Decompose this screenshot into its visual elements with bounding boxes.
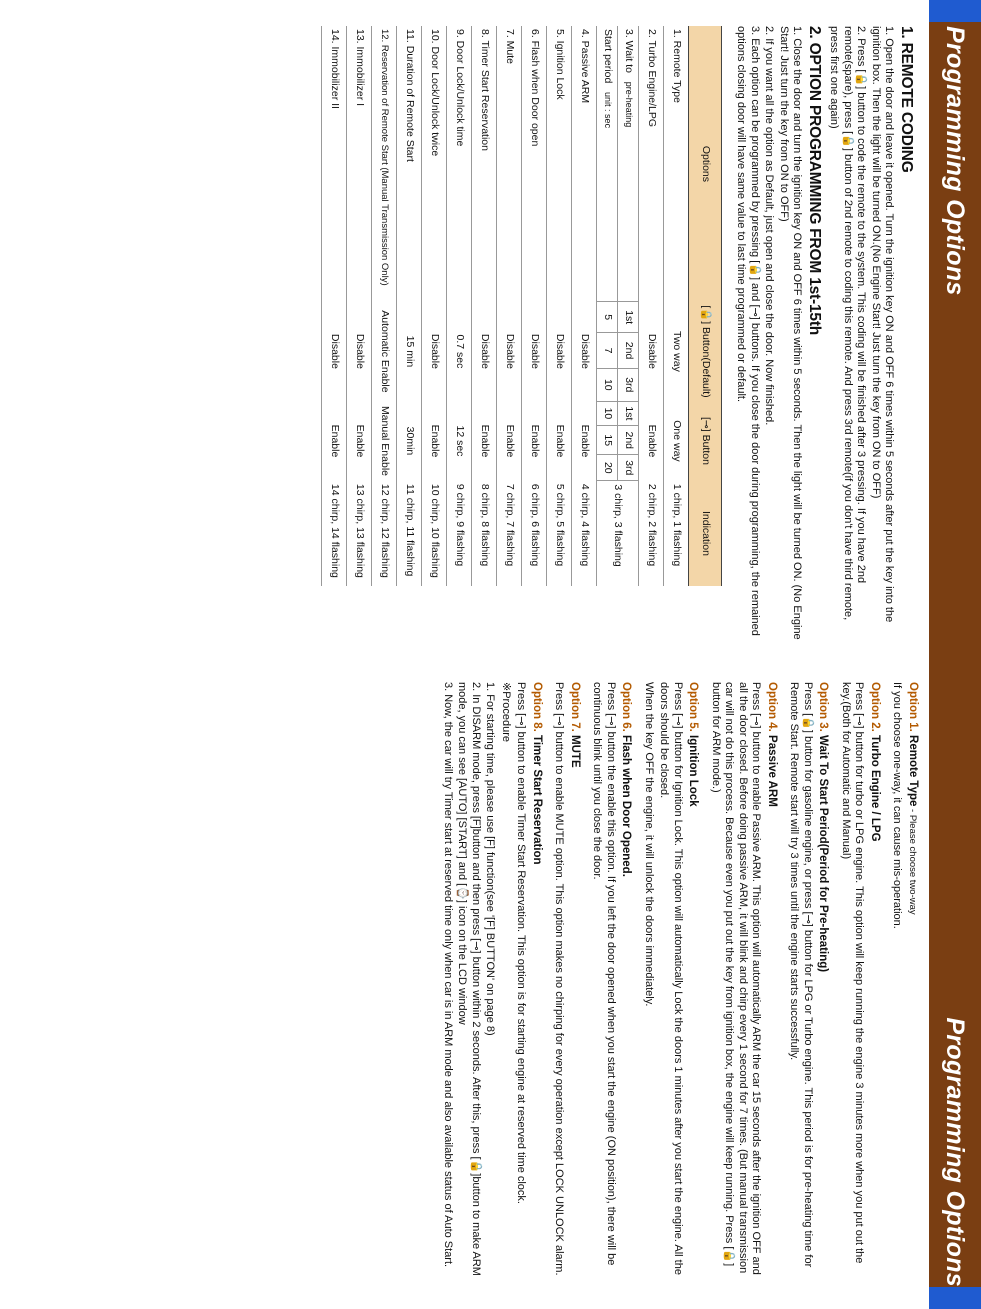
cell: Disable	[322, 302, 347, 401]
option-text: If you choose one-way, it can cause mis-operation.	[891, 682, 904, 929]
cell: 12 sec	[447, 401, 472, 481]
option-number: Option 4.	[766, 682, 778, 732]
cell: 13. Immobilizer I	[347, 26, 372, 302]
option-text: Press [⊸] button to enable MUTE option. This option makes no chirping for every operation except LOCK UNLOCK alarm.	[553, 682, 566, 1276]
cell: 1 chirp, 1 flashing	[664, 481, 689, 586]
option-title	[906, 682, 920, 1282]
col-options: Options	[689, 26, 722, 302]
cell: Enable	[422, 401, 447, 481]
option-number: Option 1.	[907, 682, 919, 732]
cell: 12. Reservation of Remote Start (Manual Transmission Only)	[372, 26, 397, 302]
cell: Disable	[522, 302, 547, 401]
cell: 30min	[397, 401, 422, 481]
cell: 2. Turbo Engine/LPG	[639, 26, 664, 302]
option-number: Option 5.	[687, 682, 700, 732]
cell: 8. Timer Start Reservation	[472, 26, 497, 302]
options-table	[321, 26, 722, 586]
cell	[618, 26, 639, 302]
option8-steps	[441, 682, 497, 1282]
cell: Enable	[639, 401, 664, 481]
table-row	[472, 26, 497, 586]
option-programming-step: 2. If you want all the option as Default, just open and close the door. Now finished.	[763, 26, 776, 426]
cell: 7. Mute	[497, 26, 522, 302]
table-row	[664, 26, 689, 586]
cell: Enable	[547, 401, 572, 481]
cell: 14. Immobilizer II	[322, 26, 347, 302]
cell: Manual Enable	[372, 401, 397, 481]
table-row-wait	[618, 26, 639, 586]
wait-label: 3. Wait to	[622, 29, 635, 73]
cell: Disable	[547, 302, 572, 401]
option-6	[590, 682, 633, 1282]
cell: 4. Passive ARM	[572, 26, 597, 302]
procedure-step: 3. Now, the car will try Timer start at reserved time only when car is in ARM mode and also available status of Auto Start.	[442, 682, 454, 1268]
cell: 3rd	[618, 455, 639, 481]
remote-coding-step: 1. Open the door and leave it opened. Turn the ignition key ON and OFF 6 times within 5 seconds after put the key into the ignition box. Then the light will be turned ON.(No Engine Start! Just turn the key from ON to OFF)	[870, 26, 896, 623]
cell: Enable	[497, 401, 522, 481]
cell: 2nd	[618, 333, 639, 369]
table-row	[347, 26, 372, 586]
option-5	[642, 682, 700, 1282]
left-blue-tab	[929, 0, 981, 22]
cell: 10	[597, 369, 618, 402]
cell: 9 chirp, 9 flashing	[447, 481, 472, 586]
option-title	[816, 682, 830, 1282]
option-name: Turbo Engine / LPG	[869, 735, 881, 842]
option-title	[530, 682, 544, 1282]
table-row	[522, 26, 547, 586]
procedure-step: 2. In DISARM mode, press [F]button and then press [⊸] button within 2 seconds. After this, press [🔒]button to make ARM mode, you can see [AUTO] [START] and [⌚] icon on the LCD window	[456, 682, 482, 1276]
cell: 1. Remote Type	[664, 26, 689, 302]
cell: 1st	[618, 401, 639, 426]
option-3	[787, 682, 830, 1282]
unit-label: unit : sec	[602, 92, 613, 129]
option-number: Option 7.	[569, 682, 581, 732]
procedure-step: 1. For starting time, please use [F] function(see '[F] BUTTON' on page 8)	[484, 682, 497, 1036]
option-text: Press [⊸] button to enable Passive ARM. This option will automatically ARM the car 15 seconds after the ignition OFF and all the door closed. Before doing passive ARM, it will blink and chirp every 1 second for 7 times. (But manual transmission car will not do this process. Because even you put out the key from ignition box, the engine will keep running. Press [🔒] button for ARM mode.)	[710, 682, 763, 1275]
cell: 7 chirp, 7 flashing	[497, 481, 522, 586]
table-row	[372, 26, 397, 586]
option-title	[568, 682, 582, 1282]
option-name: Timer Start Reservation	[531, 735, 543, 865]
cell	[597, 26, 618, 302]
table-row	[397, 26, 422, 586]
cell: 10. Door Lock/Unlock twice	[422, 26, 447, 302]
cell: 5 chirp, 5 flashing	[547, 481, 572, 586]
option-title	[686, 682, 700, 1282]
table-row	[547, 26, 572, 586]
option-text: Press [⊸] button for Ignition Lock. This option will automatically Lock the doors 1 minutes after you start the engine. All the doors should be closed.	[658, 682, 684, 1275]
cell: 6. Flash when Door open	[522, 26, 547, 302]
cell: Enable	[572, 401, 597, 481]
cell: 1st	[618, 302, 639, 333]
cell: 2nd	[618, 426, 639, 455]
pre-heating-label: pre-heating	[623, 81, 634, 128]
cell: 11 chirp, 11 flashing	[397, 481, 422, 586]
right-header-title: Programming Options	[941, 1017, 969, 1287]
option-name: Ignition Lock	[687, 735, 700, 807]
option-text: When the key OFF the engine, it will unlock the doors immediately.	[643, 682, 655, 1007]
cell: Enable	[522, 401, 547, 481]
option-programming-step: 3. Each option can be programmed by pressing [🔒] and [⊸] buttons. If you close the door during programming, the remained options closing door will have same value to last time programmed or default.	[735, 26, 761, 636]
cell: 12 chirp, 12 flashing	[372, 481, 397, 586]
option-name: Remote Type	[907, 735, 919, 807]
cell: Enable	[472, 401, 497, 481]
cell: 10 chirp, 10 flashing	[422, 481, 447, 586]
cell: Disable	[639, 302, 664, 401]
option-programming-step: 1. Close the door and turn the ignition key ON and OFF 6 times within 5 seconds. Then the light will be turned ON. (No Engine Start! Just turn the key from ON to OFF)	[778, 26, 804, 640]
cell: 13 chirp, 13 flashing	[347, 481, 372, 586]
option-name: Passive ARM	[766, 735, 778, 807]
cell: 15	[597, 426, 618, 455]
cell: 3rd	[618, 369, 639, 402]
option-name: MUTE	[569, 735, 581, 768]
cell: 15 min	[397, 302, 422, 401]
table-row	[572, 26, 597, 586]
procedure-label: ※Procedure	[500, 682, 512, 742]
cell: Enable	[322, 401, 347, 481]
right-blue-tab	[929, 1287, 981, 1309]
cell: 0.7 sec	[447, 302, 472, 401]
cell: 14 chirp, 14 flashing	[322, 481, 347, 586]
cell: One way	[664, 401, 689, 481]
cell: Disable	[472, 302, 497, 401]
col-lock-default: [🔒] Button(Default)	[689, 302, 722, 401]
option-title	[619, 682, 633, 1282]
option-number: Option 2.	[869, 682, 881, 732]
table-row	[447, 26, 472, 586]
option-note: - Please choose two-way	[907, 806, 918, 915]
remote-coding-heading: 1. REMOTE CODING	[898, 26, 915, 173]
option-8	[441, 682, 544, 1282]
option-text: Press [⊸] button the enable this option. If you left the door opened when you start the engine (ON position), there will be continuous blink until you close the door.	[591, 682, 617, 1266]
remote-coding-step: 2. Press [🔒] button to code the remote to the system. This coding will be finished after 3 pressing. If you have 2nd remote(spare), press [🔒] button of 2nd remote to coding this remote. And press 3rd remote(if you don't have third remote, press first one again)	[828, 26, 868, 621]
cell: Two way	[664, 302, 689, 401]
option-2	[839, 682, 882, 1282]
cell: 8 chirp, 8 flashing	[472, 481, 497, 586]
table-row	[422, 26, 447, 586]
cell: 20	[597, 455, 618, 481]
cell: 3 chirp, 3 flashing	[597, 481, 639, 586]
col-other-button: [⊸] Button	[689, 401, 722, 481]
option-1	[890, 682, 919, 1282]
right-page	[432, 682, 920, 1282]
cell: Disable	[422, 302, 447, 401]
col-indication: Indication	[689, 481, 722, 586]
option-title	[868, 682, 882, 1282]
left-header-bar	[929, 0, 981, 658]
option-name: Wait To Start Period(Period for Pre-heating)	[817, 735, 830, 973]
cell: 4 chirp, 4 flashing	[572, 481, 597, 586]
left-header-title: Programming Options	[941, 26, 969, 296]
option-text: Press [⊸] button for turbo or LPG engine. This option will keep running the engine 3 minutes more when you put out the key.(Both for Automatic and Manual)	[840, 682, 866, 1264]
cell: 6 chirp, 6 flashing	[522, 481, 547, 586]
option-number: Option 6.	[620, 682, 633, 732]
option-number: Option 3.	[817, 682, 830, 732]
option-text: Press [⊸] button to enable Timer Start Reservation. This option is for starting engine at reserved time clock.	[515, 682, 528, 1204]
cell: Disable	[572, 302, 597, 401]
cell: 11. Duration of Remote Start	[397, 26, 422, 302]
start-period-label: Start period	[601, 29, 614, 84]
cell: 7	[597, 333, 618, 369]
cell: Automatic Enable	[372, 302, 397, 401]
option-programming-heading: 2. OPTION PROGRAMMING FROM 1st-15th	[806, 26, 823, 336]
cell: Disable	[347, 302, 372, 401]
option-4	[709, 682, 779, 1282]
option-number: Option 8.	[531, 682, 543, 732]
cell: Enable	[347, 401, 372, 481]
cell: 2 chirp, 2 flashing	[639, 481, 664, 586]
cell: 9. Door Lock/Unlock time	[447, 26, 472, 302]
table-row	[497, 26, 522, 586]
table-row	[322, 26, 347, 586]
remote-coding-list	[827, 26, 896, 646]
option-programming-list	[734, 26, 804, 646]
table-row	[639, 26, 664, 586]
cell: 5	[597, 302, 618, 333]
option-7	[552, 682, 581, 1282]
option-name: Flash when Door Opened.	[620, 735, 633, 877]
cell: 10	[597, 401, 618, 426]
left-page	[321, 26, 919, 646]
cell: 5. Ignition Lock	[547, 26, 572, 302]
option-title	[765, 682, 779, 1282]
right-header-bar	[929, 658, 981, 1309]
cell: Disable	[497, 302, 522, 401]
option-text: Press [🔒] button for gasoline engine, or press [⊸] button for LPG or Turbo engine. This period is for pre-heating time for Remote Start. Remote start will try 3 times until the engine starts successfully.	[788, 682, 814, 1268]
